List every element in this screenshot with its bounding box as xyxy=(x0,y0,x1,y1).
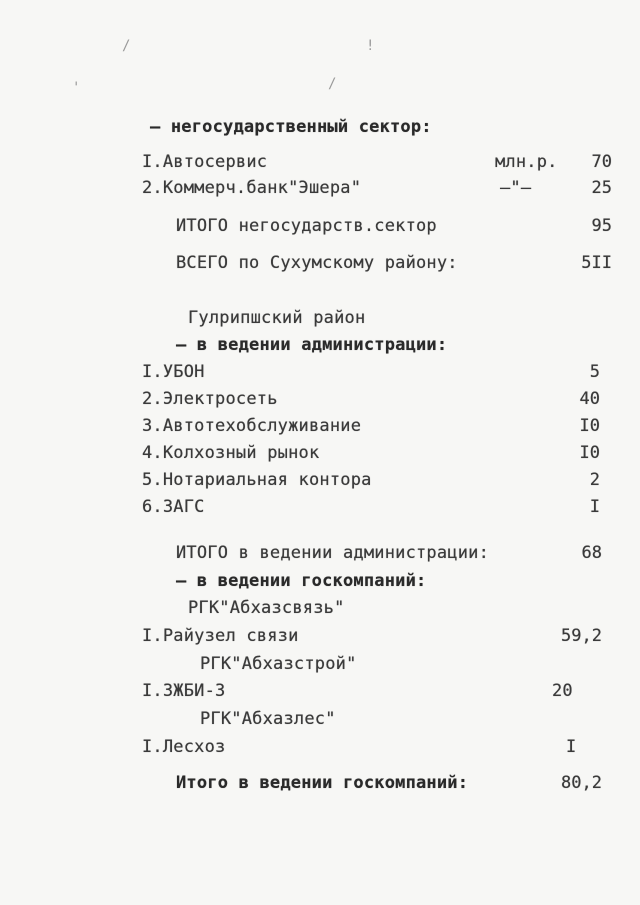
admin-header: – в ведении администрации: xyxy=(176,335,448,355)
scan-mark: ! xyxy=(366,38,375,54)
admin-total-value: 68 xyxy=(581,543,602,563)
admin-item-label: 6.ЗАГС xyxy=(142,497,205,517)
rgk-title: РГК"Абхазстрой" xyxy=(200,654,357,674)
rgk-title: РГК"Абхазлес" xyxy=(200,709,336,729)
admin-item-value: 40 xyxy=(579,389,600,409)
nonstate-item-label: I.Автосервис xyxy=(142,152,268,172)
stateco-total-value: 80,2 xyxy=(561,773,602,793)
admin-item-label: 3.Автотехобслуживание xyxy=(142,416,362,436)
stateco-header: – в ведении госкомпаний: xyxy=(176,571,427,591)
admin-item-value: I xyxy=(589,497,600,517)
nonstate-total-value: 95 xyxy=(591,216,612,236)
rgk-item-value: 59,2 xyxy=(561,626,602,646)
stateco-total-label: Итого в ведении госкомпаний: xyxy=(176,773,469,793)
rgk-item-label: I.Райузел связи xyxy=(142,626,299,646)
scan-mark: / xyxy=(328,76,337,92)
nonstate-header: – негосударственный сектор: xyxy=(150,117,432,137)
admin-item-label: 5.Нотариальная контора xyxy=(142,470,372,490)
admin-item-value: I0 xyxy=(579,416,600,436)
admin-total-label: ИТОГО в ведении администрации: xyxy=(176,543,490,563)
rgk-title: РГК"Абхазсвязь" xyxy=(188,598,345,618)
sukhum-total-value: 5II xyxy=(581,253,612,273)
scan-mark: ' xyxy=(72,80,81,96)
rgk-item-value: 20 xyxy=(552,681,573,701)
rgk-item-value: I xyxy=(566,737,577,757)
nonstate-item-unit: млн.р. xyxy=(495,152,558,172)
rgk-item-label: I.Лесхоз xyxy=(142,737,226,757)
admin-item-label: I.УБОН xyxy=(142,362,205,382)
admin-item-value: I0 xyxy=(579,443,600,463)
sukhum-total-label: ВСЕГО по Сухумскому району: xyxy=(176,253,458,273)
admin-item-label: 4.Колхозный рынок xyxy=(142,443,320,463)
nonstate-item-value: 25 xyxy=(591,178,612,198)
nonstate-item-unit: –"– xyxy=(500,178,532,198)
admin-item-value: 5 xyxy=(589,362,600,382)
scan-mark: / xyxy=(122,38,131,54)
admin-item-value: 2 xyxy=(589,470,600,490)
nonstate-item-label: 2.Коммерч.банк"Эшера" xyxy=(142,178,362,198)
nonstate-item-value: 70 xyxy=(591,152,612,172)
rgk-item-label: I.ЗЖБИ-3 xyxy=(142,681,226,701)
nonstate-total-label: ИТОГО негосударств.сектор xyxy=(176,216,437,236)
gulripsh-title: Гулрипшский район xyxy=(188,308,366,328)
admin-item-label: 2.Электросеть xyxy=(142,389,278,409)
